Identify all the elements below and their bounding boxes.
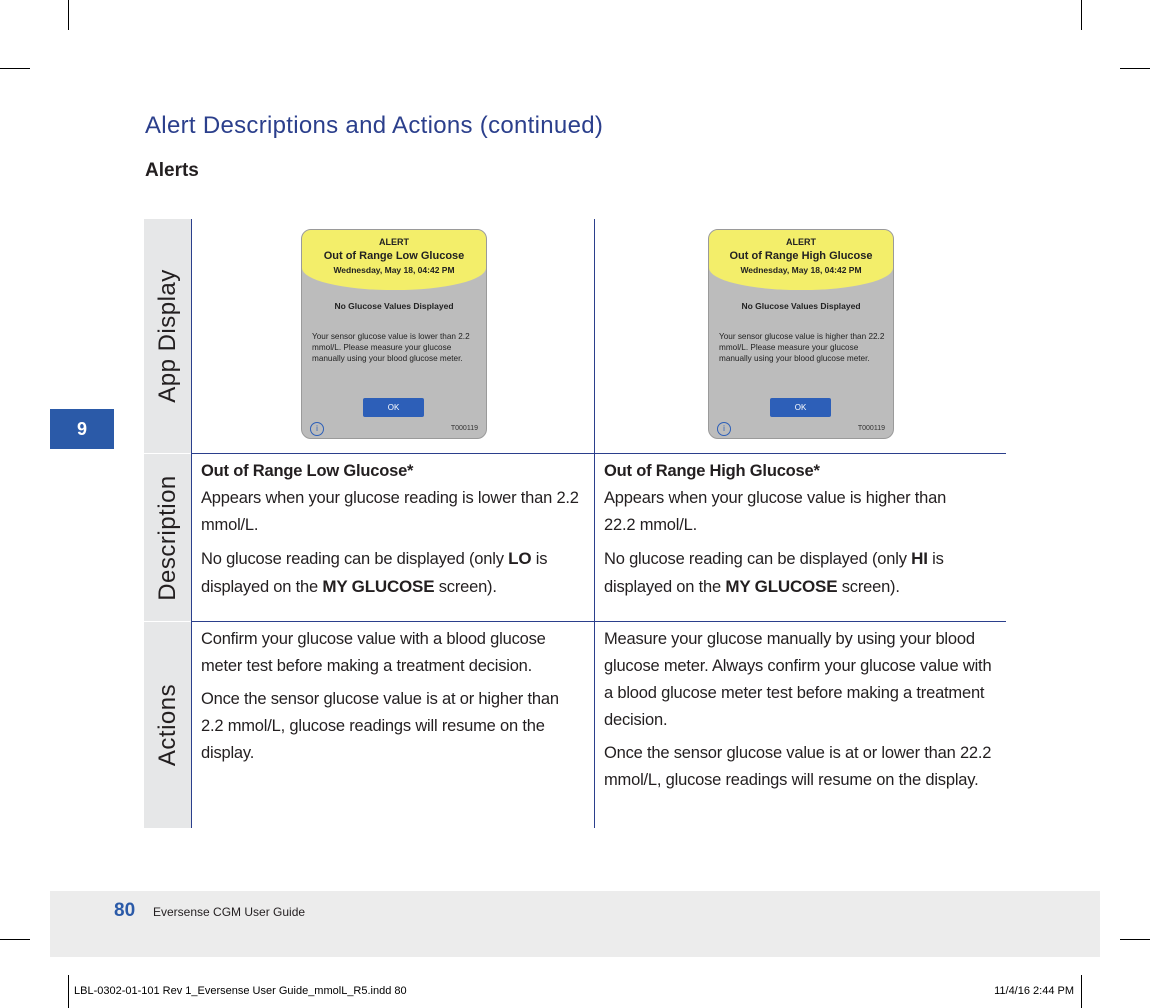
crop-mark [0, 68, 30, 69]
action-text: Once the sensor glucose value is at or lower than 22.2 mmol/L, glucose readings will resume on the display. [604, 744, 992, 789]
row-label-text: Actions [154, 683, 181, 767]
no-values-text: No Glucose Values Displayed [741, 301, 861, 311]
action-text: Confirm your glucose value with a blood glucose meter test before making a treatment decision. [201, 630, 546, 675]
actions-high [604, 626, 996, 800]
row-label-actions [144, 622, 192, 828]
alert-banner [709, 230, 893, 290]
row-label-text: App Display [154, 269, 181, 403]
description-text: Appears when your glucose reading is lower than 2.2 mmol/L. [201, 489, 579, 534]
description-text: No glucose reading can be displayed (only [604, 550, 912, 568]
alert-message: Your sensor glucose value is lower than 2.2 mmol/L. Please measure your glucose manually using your blood glucose meter. [312, 332, 470, 363]
action-text: Once the sensor glucose value is at or higher than 2.2 mmol/L, glucose readings will resume on the display. [201, 690, 559, 762]
column-divider [191, 219, 192, 828]
row-label-app-display [144, 219, 192, 453]
crop-mark [1120, 68, 1150, 69]
screen-code: T000119 [450, 425, 478, 432]
description-text: screen). [837, 578, 900, 596]
description-text: is displayed on the [604, 550, 944, 596]
actions-low [201, 626, 581, 773]
crop-mark [68, 0, 69, 30]
app-screen-high [708, 229, 894, 439]
chapter-tab: 9 [50, 409, 114, 449]
crop-mark [1081, 975, 1082, 1008]
description-low [201, 458, 581, 607]
slug-right: 11/4/16 2:44 PM [994, 985, 1074, 997]
no-values-text: No Glucose Values Displayed [334, 301, 454, 311]
crop-mark [1081, 0, 1082, 30]
row-label-description [144, 454, 192, 621]
alert-label: ALERT [379, 237, 409, 247]
description-high [604, 458, 974, 607]
description-text: Appears when your glucose value is higher than 22.2 mmol/L. [604, 489, 947, 534]
guide-title: Eversense CGM User Guide [153, 905, 306, 919]
description-text: No glucose reading can be displayed (only [201, 550, 509, 568]
ok-button[interactable]: OK [363, 398, 424, 417]
alert-title: Out of Range High Glucose [729, 250, 873, 262]
footer-bar [50, 891, 1100, 957]
row-label-text: Description [154, 474, 181, 601]
screen-code: T000119 [857, 425, 885, 432]
page-number: 80 [114, 900, 136, 921]
description-heading: Out of Range High Glucose* [604, 462, 820, 480]
action-text: Measure your glucose manually by using your blood glucose meter. Always confirm your glucose value with a blood glucose meter test before making a treatment decision. [604, 630, 992, 729]
description-text: screen). [434, 578, 497, 596]
app-screen-low [301, 229, 487, 439]
page-title [145, 112, 603, 140]
info-icon[interactable]: i [310, 422, 324, 436]
page-title-text: Alert Descriptions and Actions [145, 112, 473, 139]
alert-date: Wednesday, May 18, 04:42 PM [333, 265, 455, 275]
screen-name: MY GLUCOSE [322, 577, 435, 596]
section-subtitle: Alerts [145, 160, 199, 181]
ok-button[interactable]: OK [770, 398, 831, 417]
row-divider [191, 621, 1006, 622]
alert-label: ALERT [786, 237, 816, 247]
lo-code: LO [508, 549, 532, 568]
alert-message: Your sensor glucose value is higher than 22.2 mmol/L. Please measure your glucose manually using your blood glucose meter. [719, 332, 885, 363]
description-heading: Out of Range Low Glucose* [201, 462, 414, 480]
slug-left: LBL-0302-01-101 Rev 1_Eversense User Guide_mmolL_R5.indd 80 [74, 985, 407, 997]
crop-mark [1120, 939, 1150, 940]
crop-mark [68, 975, 69, 1008]
row-divider [191, 453, 1006, 454]
crop-mark [0, 939, 30, 940]
alert-title: Out of Range Low Glucose [323, 250, 465, 262]
alert-date: Wednesday, May 18, 04:42 PM [740, 265, 862, 275]
hi-code: HI [911, 549, 928, 568]
description-text: is displayed on the [201, 550, 548, 596]
screen-name: MY GLUCOSE [725, 577, 838, 596]
page-title-suffix: (continued) [479, 112, 604, 139]
column-divider [594, 219, 595, 828]
alert-banner [302, 230, 486, 290]
info-icon[interactable]: i [717, 422, 731, 436]
